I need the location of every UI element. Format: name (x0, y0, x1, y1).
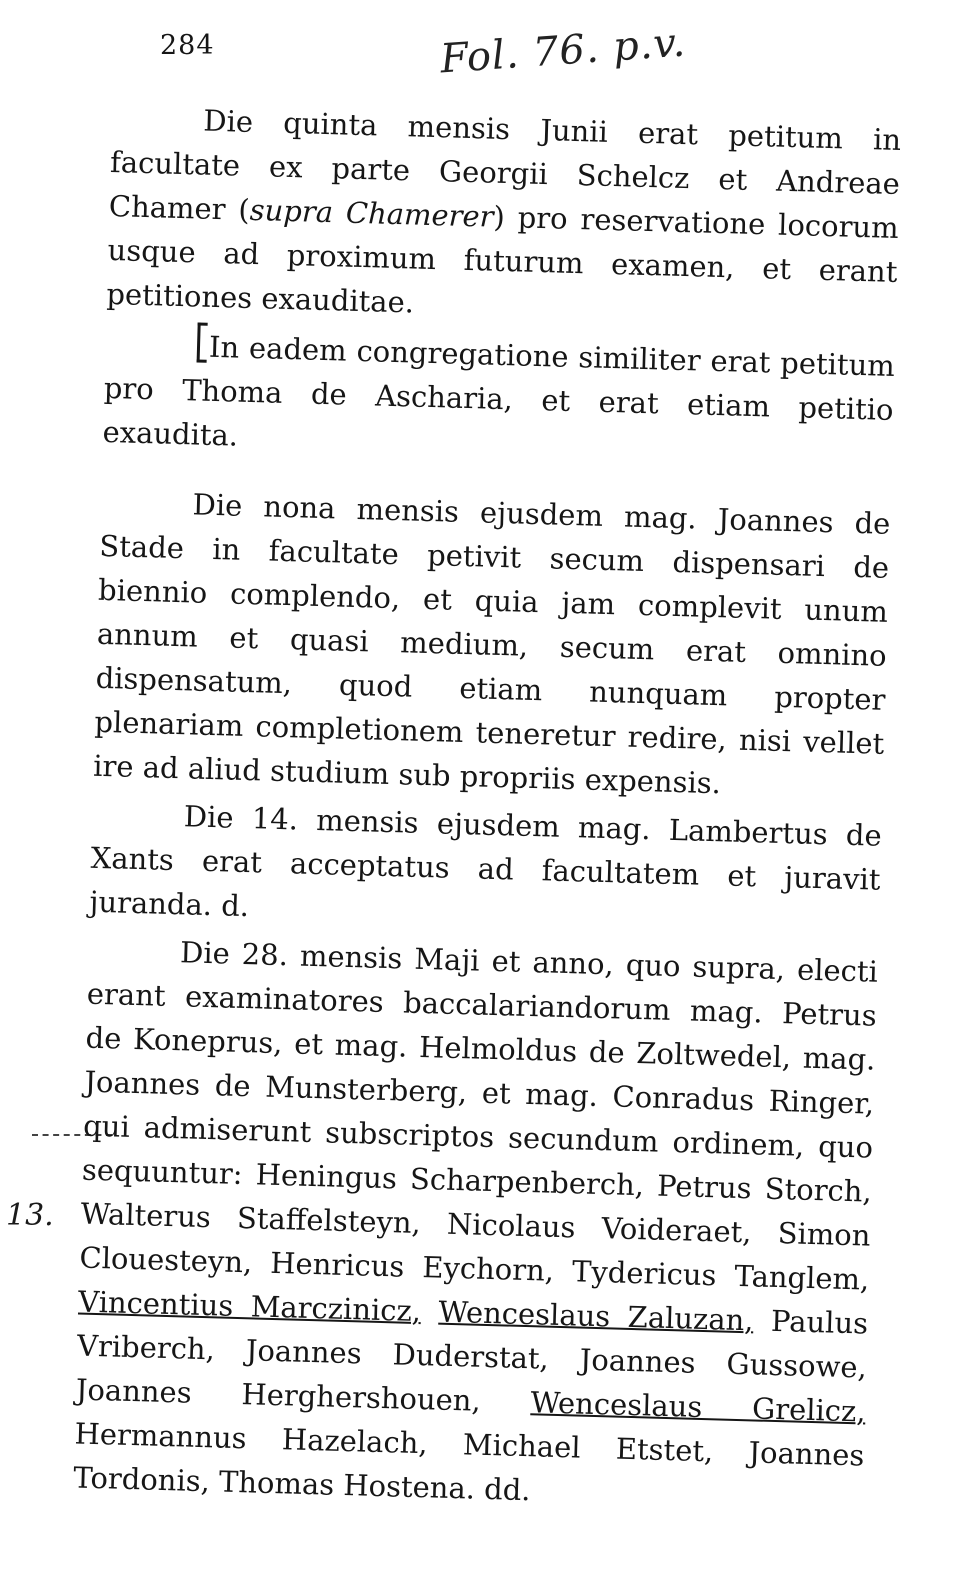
underlined-name-marczinicz: Vincentius Marczinicz, (77, 1284, 422, 1329)
insertion-bracket (197, 322, 208, 362)
paragraph-1 (106, 96, 902, 338)
paragraph-5-text-c: Paulus Vriberch, Joannes Duderstat, Joannes Gussowe, Joannes Herghershouen, (75, 1303, 869, 1420)
page-number: 284 (160, 30, 215, 61)
paragraph-3-text: Die nona mensis ejusdem mag. Joannes de Stade in facultate petivit secum dispensari de biennio complendo, et quia jam complevit unum annum et quasi medium, secum erat omnino dispensatum, quod etiam nunquam propter plenariam completionem teneretur redire, nisi vellet ire ad aliud studium sub propriis expensis. (92, 487, 891, 801)
underlined-name-grelicz: Wenceslaus Grelicz, (530, 1385, 867, 1429)
paragraph-4 (89, 792, 882, 946)
paragraph-1-italic: supra Chamerer (249, 192, 495, 234)
paragraph-5-text-a: Die 28. mensis Maji et anno, quo supra, electi erant examinatores baccalariandorum mag. Petrus de Koneprus, et mag. Helmoldus de Zoltwedel, mag. Joannes de Munsterberg, et mag. Conradus Ringer, qui admiserunt subscriptos secundum ordinem, quo sequuntur: Heningus Scharpenberch, Petrus Storch, Walterus Staffelsteyn, Nicolaus Voideraet, Simon Clouesteyn, Henricus Eychorn, Tydericus Tanglem, (79, 935, 879, 1297)
paragraph-4-text: Die 14. mensis ejusdem mag. Lambertus de Xants erat acceptatus ad facultatem et juravit juranda. d. (89, 799, 883, 924)
underlined-name-zaluzan: Wenceslaus Zaluzan, (438, 1294, 755, 1338)
text-block (73, 96, 902, 1522)
margin-note: 13. (6, 1198, 54, 1233)
paragraph-2 (102, 320, 895, 476)
paragraph-5-text-b (421, 1294, 439, 1328)
paragraph-1-text-b: ) pro reservatione locorum usque ad proximum futurum examen, et erant petitiones exauditae. (105, 199, 900, 320)
paragraph-5-text-d: Hermannus Hazelach, Michael Etstet, Joannes Tordonis, Thomas Hostena. dd. (72, 1416, 865, 1508)
paragraph-3 (93, 480, 891, 810)
paragraph-5 (73, 928, 879, 1522)
handwritten-folio-note: Fol. 76. p.v. (438, 19, 688, 83)
paragraph-1-text-a: Die quinta mensis Junii erat petitum in facultate ex parte Georgii Schelcz et Andreae Chamer ( (108, 103, 902, 227)
paragraph-2-text: In eadem congregatione similiter erat petitum pro Thoma de Ascharia, et erat etiam petitio exaudita. (102, 329, 896, 453)
